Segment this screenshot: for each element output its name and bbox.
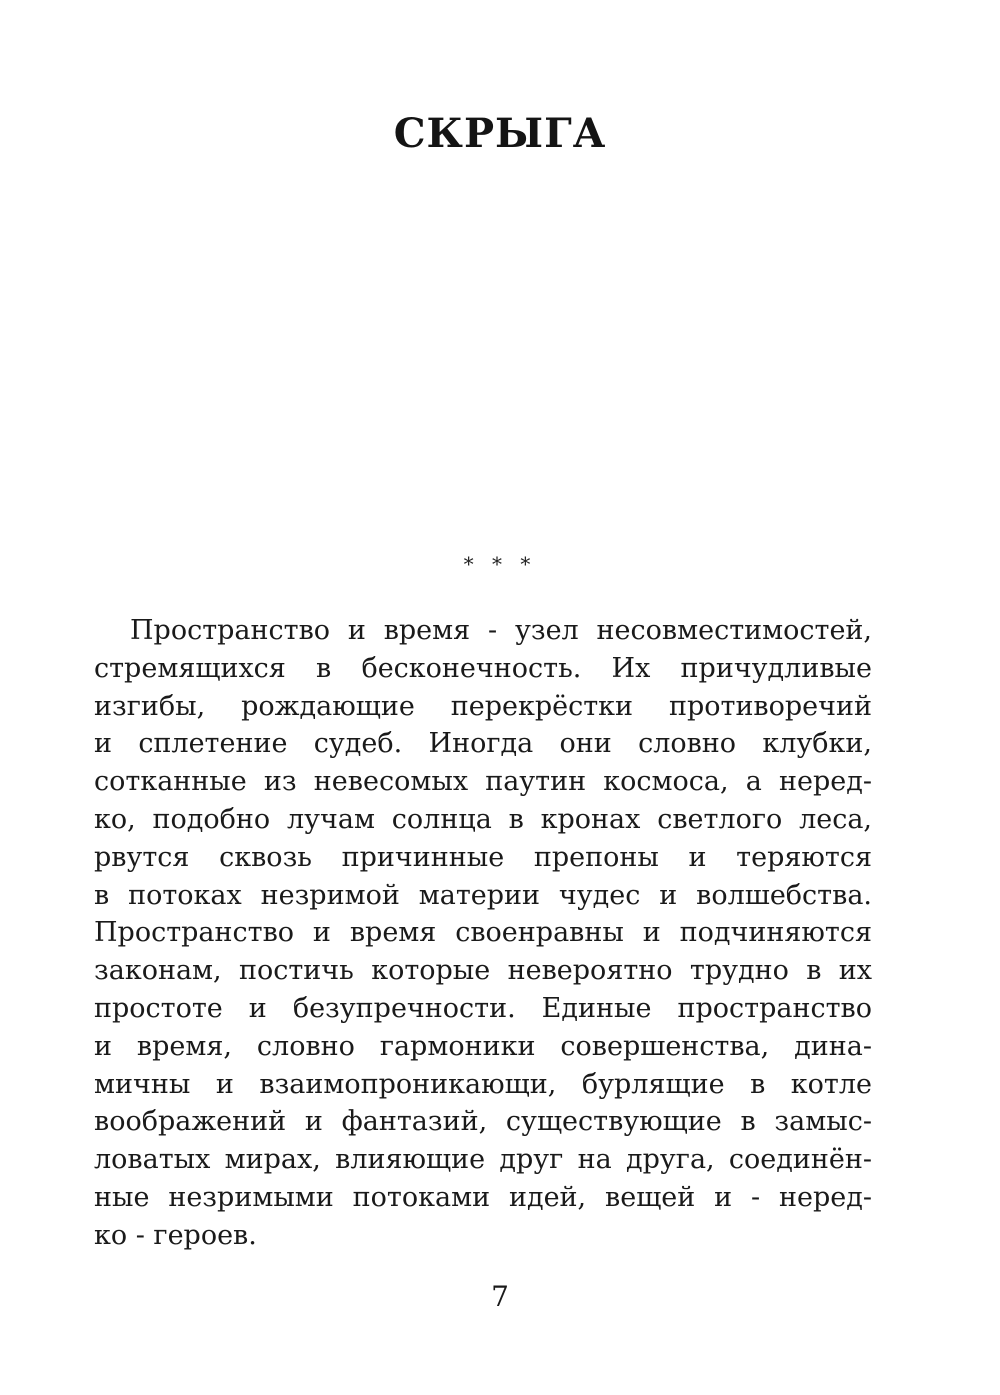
paragraph-line: простоте и безупречности. Единые пространство	[94, 992, 872, 1024]
paragraph-line: ко - героев.	[94, 1219, 257, 1251]
paragraph-line: изгибы, рождающие перекрёстки противоречий	[94, 690, 872, 722]
paragraph-line: рвутся сквозь причинные препоны и теряются	[94, 841, 872, 873]
paragraph-line: Пространство и время - узел несовместимостей,	[130, 615, 872, 646]
paragraph-line: ные незримыми потоками идей, вещей и - неред-	[94, 1181, 872, 1213]
paragraph-line: ловатых мирах, влияющие друг на друга, соединён-	[94, 1144, 872, 1176]
paragraph-line: воображений и фантазий, существующие в замыс-	[94, 1106, 872, 1138]
paragraph-line: законам, постичь которые невероятно трудно в их	[94, 955, 872, 987]
section-separator: * * *	[463, 552, 537, 576]
paragraph-line: стремящихся в бесконечность. Их причудливые	[94, 652, 872, 684]
page-number: 7	[491, 1280, 509, 1313]
paragraph-line: и время, словно гармоники совершенства, дина-	[94, 1030, 872, 1062]
paragraph-line: Пространство и время своенравны и подчиняются	[94, 917, 872, 949]
body-paragraph	[94, 612, 872, 1255]
paragraph-line: мичны и взаимопроникающи, бурлящие в котле	[94, 1068, 872, 1100]
paragraph-line: в потоках незримой материи чудес и волшебства.	[94, 879, 872, 911]
paragraph-line: сотканные из невесомых паутин космоса, а неред-	[94, 766, 872, 798]
chapter-title: СКРЫГА	[393, 110, 607, 157]
paragraph-line: ко, подобно лучам солнца в кронах светлого леса,	[94, 803, 872, 835]
paragraph-line: и сплетение судеб. Иногда они словно клубки,	[94, 728, 872, 760]
